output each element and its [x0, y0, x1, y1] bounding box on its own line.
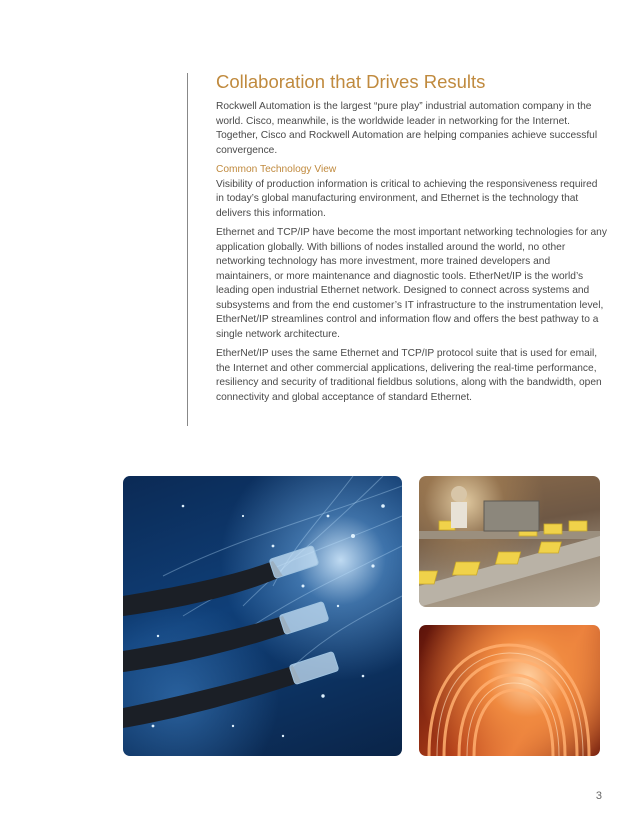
conveyor-illustration [419, 476, 600, 607]
body-paragraph-1: Visibility of production information is critical to achieving the responsiveness required in today’s global manufacturing environment, and Ethernet is the technology that delivers this information. [216, 178, 598, 219]
ethernet-cables-photo [123, 476, 402, 756]
fiber-optic-illustration [123, 476, 402, 756]
page-title: Collaboration that Drives Results [216, 71, 486, 92]
page-number: 3 [595, 790, 602, 802]
copper-illustration [419, 625, 600, 756]
factory-conveyor-photo [419, 476, 600, 607]
article-body [216, 70, 608, 410]
body-paragraph-3: EtherNet/IP uses the same Ethernet and TCP/IP protocol suite that is used for email, the Internet and other commercial applications, delivering the real-time performance, resiliency and security of traditional fieldbus solutions, along with the bandwidth, open connectivity and global acceptance of standard Ethernet. [216, 348, 602, 403]
section-subheading: Common Technology View [216, 164, 337, 175]
copper-coils-photo [419, 625, 600, 756]
body-paragraph-2: Ethernet and TCP/IP have become the most important networking technologies for any application globally. With billions of nodes installed around the world, no other networking technology has more investment, more trained developers and maintainers, or more maintenance and diagnostic tools. EtherNet/IP is the world’s leading open industrial Ethernet network. Designed to connect across systems and subsystems and from the end customer’s IT infrastructure to the instrumentation level, EtherNet/IP streamlines control and information flow and offers the best pathway to a single network architecture. [216, 227, 607, 340]
vertical-divider [187, 73, 188, 426]
intro-paragraph: Rockwell Automation is the largest “pure play” industrial automation company in the world. Cisco, meanwhile, is the worldwide leader in networking for the Internet. Together, Cisco and Rockwell Automation are helping companies achieve successful convergence. [216, 101, 598, 156]
